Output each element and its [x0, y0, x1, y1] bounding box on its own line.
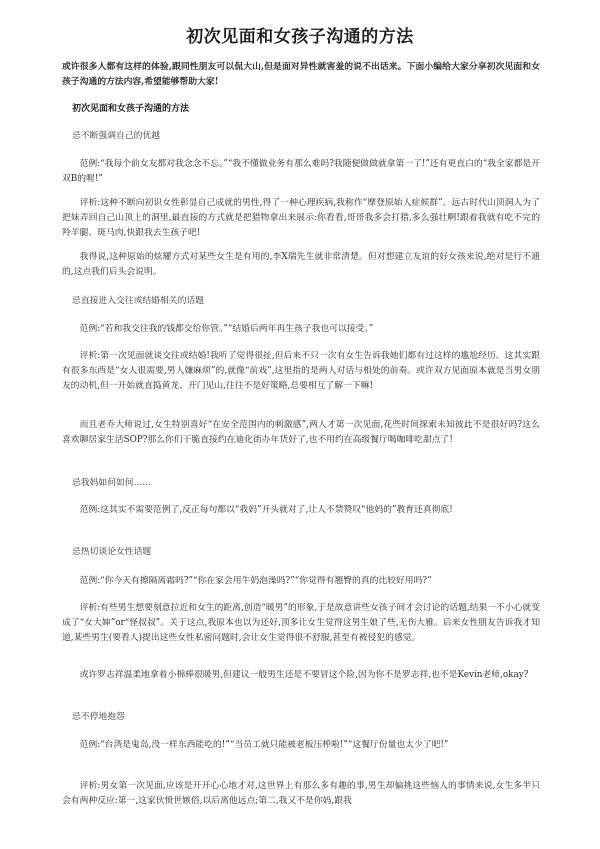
comment-paragraph-4: 或许罗志祥温柔地拿着小棉棒很暖男,但建议一般男生还是不要冒这个险,因为你不是罗志祥,也不是Kevin老师,okay?: [79, 670, 529, 680]
analysis-paragraph-5: 评析:男女第一次见面,应该是开开心心地才对,这世界上有那么多有趣的事,男生却偏挑这些恼人的事情来说,女生多半只会有两种反应:第一,这家伙愤世嫉俗,以后离他远点;第二,我又不是你妈,跟我: [62, 781, 540, 806]
section-heading: 初次见面和女孩子沟通的方法: [72, 104, 190, 114]
analysis-paragraph-1: 评析:这种不断向初识女性彰显自己成就的男性,得了一种心理疾病,我称作“摩登原始人症候群”。远古时代山顶洞人为了把妹弄回自己山顶上的洞里,最直接的方式就是把猎物拿出来展示:你看看,哥哥我多会打猎,多么强壮啊!跟着我就有吃不完的羚羊腿、斑马肉,快跟我去生孩子吧!: [62, 198, 540, 238]
comment-paragraph-2: 而且老乔大师说过,女生特别喜好“在安全范围内的刺激感”,两人才第一次见面,花些时间探索未知彼此不是很好吗?这么喜欢聊居家生活SOP?那么你们干脆直接约在迪化街办年货好了,也不用约在高级餐厅喝咖啡吃甜点了!: [62, 420, 540, 445]
intro-paragraph: 或许很多人都有这样的体验,跟同性朋友可以侃大山,但是面对异性就害羞的说不出话来。下面小编给大家分享初次见面和女孩子沟通的方法内容,希望能够帮助大家!: [62, 62, 540, 87]
example-paragraph-1: 范例:“我每个前女友都对我念念不忘。”“我不懂做业务有那么难吗?我随便做做就拿第一了!”还有更直白的“我全家都是开双B的喔!”: [62, 159, 540, 184]
rule-heading-4: 忌热切谈论女性话题: [72, 547, 152, 557]
example-paragraph-4: 范例:“你今天有擦隔离霜吗?”“你在家会用牛奶泡澡吗?”“你觉得有翘臀的真的比较好用吗?”: [79, 576, 432, 586]
example-paragraph-2: 范例:“若和我交往我的钱都交给你管。”“结婚后两年再生孩子我也可以接受。”: [79, 324, 374, 334]
comment-paragraph-1: 我得说,这种原始的炫耀方式对某些女生是有用的,李X瑞先生就非常清楚。但对想建立友谊的好女孩来说,绝对是行不通的,这点我们后头会说明。: [62, 252, 540, 277]
analysis-paragraph-4: 评析:有些男生想要刻意拉近和女生的距离,创造“暖男”的形象,于是故意讲些女孩子间才会讨论的话题,结果一不小心就变成了“女大婶”or“怪叔叔”。关于这点,我原本也以为还好,顶多让女生觉得这男生娘了些,无伤大雅。后来女性朋友告诉我才知道,某些男生(要看人)提出这些女性私密问题时,会让女生觉得很不舒服,甚至有被侵犯的感觉。: [62, 603, 540, 643]
rule-heading-1: 忌不断强调自己的优越: [72, 131, 160, 141]
page-title: 初次见面和女孩子沟通的方法: [186, 27, 414, 47]
rule-heading-2: 忌直接进入交往或结婚相关的话题: [72, 296, 204, 306]
example-paragraph-3: 范例:这其实不需要范例了,反正每句都以“我妈”开头就对了,让人不禁赞叹“他妈的”教育还真彻底!: [79, 505, 453, 515]
rule-heading-5: 忌不停地抱怨: [72, 712, 125, 722]
example-paragraph-5: 范例:“台湾是鬼岛,没一样东西能吃的!”“当员工就只能被老板压榨啦!”“这餐厅份量也太少了吧!”: [79, 740, 449, 750]
analysis-paragraph-2: 评析:第一次见面就谈交往或结婚!我听了觉得很扯,但后来不只一次有女生告诉我她们都有过这样的尴尬经历。这其实跟有很多东西是“女人很需要,男人嫌麻烦”的,就像“前戏”,这里指的是两人对话与相处的前奏。或许双方见面原本就是当男女朋友的动机,但一开始就直捣黄龙、开门见山,往往不是好策略,总要相互了解一下嘛!: [62, 351, 540, 391]
rule-heading-3: 忌我妈如何如何……: [72, 478, 152, 488]
